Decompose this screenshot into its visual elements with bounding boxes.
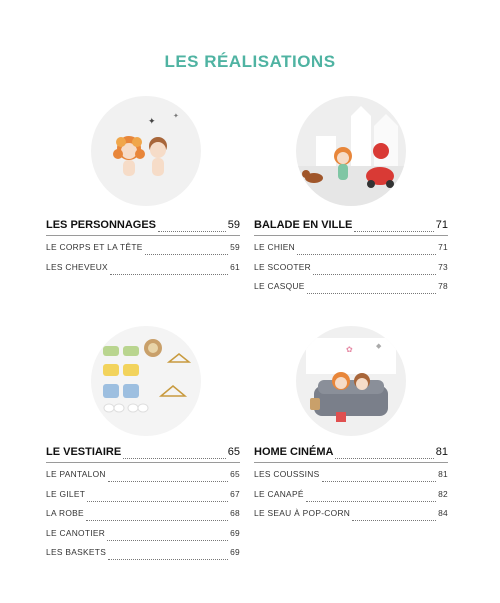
toc-entry[interactable] [46,489,240,509]
entry-label: LES BASKETS [46,547,107,557]
svg-text:✦: ✦ [173,112,179,120]
leader-dots [306,501,436,502]
toc-entry[interactable] [46,508,240,528]
leader-dots [307,293,436,294]
page-number: 59 [230,242,240,252]
page-number: 81 [438,469,448,479]
entry-label: LE CANOTIER [46,527,106,538]
entry-label: LE SCOOTER [254,261,311,272]
entry-label: LE CORPS ET LA TÊTE [46,242,143,252]
leader-dots [354,231,433,232]
toc-entry[interactable] [46,242,240,262]
page-number: 69 [230,527,240,538]
section-heading[interactable] [46,446,240,463]
leader-dots [322,481,437,482]
leader-dots [335,458,433,459]
page-number: 82 [438,488,448,499]
section-heading[interactable] [46,219,240,236]
toc-entry[interactable] [254,281,448,301]
toc-section-personnages [46,219,240,281]
entry-label: LE PANTALON [46,469,106,479]
toc-entry[interactable] [46,547,240,567]
entry-label: LES COUSSINS [254,469,320,479]
toc-section-balade-en-ville [254,219,448,301]
entry-label: LE CASQUE [254,281,305,291]
toc-entry[interactable] [46,528,240,548]
entry-label: LE CANAPÉ [254,488,304,499]
entry-label: LES CHEVEUX [46,261,108,272]
photo-vestiaire [91,326,201,436]
toc-entry[interactable] [254,469,448,489]
page-number: 67 [230,488,240,499]
entry-label: LA ROBE [46,508,84,518]
leader-dots [108,559,228,560]
entry-label: LE CHIEN [254,242,296,252]
leader-dots [297,254,436,255]
page-number: 69 [230,547,240,557]
leader-dots [107,540,228,541]
toc-entry[interactable] [254,489,448,509]
section-title: BALADE EN VILLE [254,219,353,231]
svg-text:◆: ◆ [376,342,382,350]
section-title: HOME CINÉMA [254,446,334,458]
photo-personnages [91,96,201,206]
toc-section-vestiaire [46,446,240,567]
photo-balade-en-ville [296,96,406,206]
page-number: 65 [230,469,240,479]
section-heading[interactable] [254,446,448,463]
page-number: 71 [438,242,448,252]
page-number: 71 [435,219,448,231]
entry-label: LE SEAU À POP-CORN [254,508,351,518]
page-number: 59 [227,219,240,231]
entry-label: LE GILET [46,488,86,499]
page-number: 73 [438,261,448,272]
page-title: LES RÉALISATIONS [164,52,336,71]
leader-dots [108,481,228,482]
toc-entry[interactable] [254,508,448,528]
toc-entry[interactable] [46,262,240,282]
leader-dots [352,520,436,521]
page-number: 68 [230,508,240,518]
section-title: LE VESTIAIRE [46,446,122,458]
page-number: 65 [227,446,240,458]
toc-section-home-cinema [254,446,448,528]
page-number: 84 [438,508,448,518]
toc-entry[interactable] [254,262,448,282]
toc-entry[interactable] [46,469,240,489]
svg-text:✦: ✦ [148,117,156,127]
section-heading[interactable] [254,219,448,236]
leader-dots [110,274,228,275]
section-title: LES PERSONNAGES [46,219,157,231]
leader-dots [87,501,228,502]
page-number: 81 [435,446,448,458]
svg-text:✿: ✿ [346,345,353,354]
toc-entry[interactable] [254,242,448,262]
leader-dots [158,231,226,232]
leader-dots [313,274,436,275]
photo-home-cinema [296,326,406,436]
leader-dots [145,254,228,255]
leader-dots [123,458,226,459]
leader-dots [86,520,228,521]
page-number: 61 [230,261,240,272]
page-number: 78 [438,281,448,291]
